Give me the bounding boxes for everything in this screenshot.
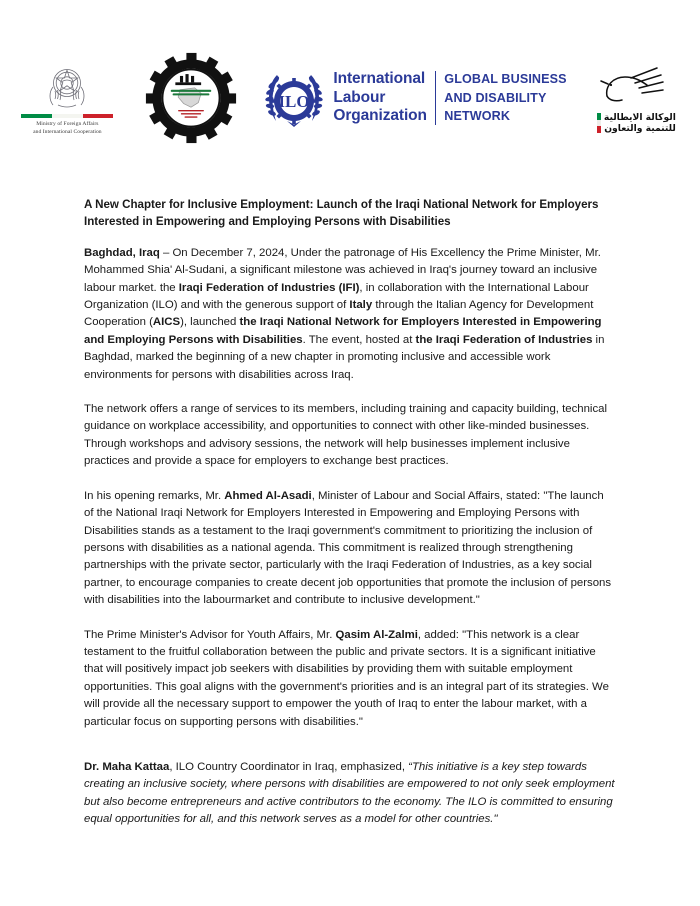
italian-flag-bar-vertical <box>597 113 601 133</box>
text-run: , added: "This network is a clear testament to the fruitful collaboration between the public and private sectors. It is a significant initiative that will positively impact job seekers with disabilities by providing them with suitable employment opportunities. This goal aligns with the government's priorities and is an integral part of its strategies. We will provide all the necessary support to empower the youth of Iraq to enter the labour market, with a particular focus on supporting persons with disabilities." <box>84 628 609 728</box>
paragraph-services <box>84 401 616 471</box>
text-run: – On December 7, 2024, Under the patronage of His Excellency the Prime Minister, Mr. Mohammed Shia' Al-Sudani, a significant milestone was achieved in Iraq's journey toward an inclusive labour market. the <box>84 246 601 294</box>
paragraph-advisor-quote <box>84 627 616 731</box>
italian-ministry-of-foreign-affairs-logo <box>15 60 119 136</box>
text-run: . The event, hosted at <box>302 333 416 346</box>
aics-arabic-line2: للتنمية والتعاون <box>604 123 676 134</box>
emphasis-strong: Iraqi Federation of Industries (IFI) <box>178 281 360 294</box>
emphasis-italic: “This initiative is a key step towards creating an inclusive society, where persons with disabilities are empowered to not only seek employment but also become entrepreneurs and active contributors to the economy. The ILO is committed to ensuring equal opportunities for all, and this network serves as a model for other countries." <box>84 760 615 826</box>
emphasis-strong: Baghdad, Iraq <box>84 246 160 259</box>
italian-republic-emblem-icon <box>44 60 90 110</box>
gear-emblem-icon <box>145 52 237 144</box>
aics-italian-agency-development-cooperation-logo <box>589 62 685 135</box>
mfa-caption <box>33 121 102 136</box>
paragraph-ilo-coordinator-quote <box>84 759 616 829</box>
text-run: The Prime Minister's Advisor for Youth Affairs, Mr. <box>84 628 336 641</box>
emphasis-strong: Qasim Al-Zalmi <box>335 628 418 641</box>
ilo-word-line2: Labour <box>333 88 386 106</box>
gbdn-word-line1: GLOBAL BUSINESS <box>444 72 567 87</box>
emphasis-strong: the Iraqi Federation of Industries <box>415 333 593 346</box>
international-labour-organization-logo <box>263 65 325 131</box>
italian-flag-bar <box>21 114 113 118</box>
ilo-word-line3: Organization <box>333 107 427 125</box>
text-run: , Minister of Labour and Social Affairs, stated: "The launch of the National Iraqi Network for Employers Interested in Empowering and Employing Persons with Disabilities stands as a testament to the Iraqi government's commitment to prioritizing the inclusion of persons with disabilities as a national agenda. This commitment is realized through strengthening partnerships with the private sector, particularly with the Iraqi Federation of Industries, as a key social partner, to encourage companies to create decent job opportunities that promote the inclusion of persons with disabilities into the labourmarket and contribute to inclusive development." <box>84 489 612 607</box>
emphasis-strong: Ahmed Al-Asadi <box>224 489 312 502</box>
aics-arabic-wordmark <box>597 112 675 135</box>
text-run: In his opening remarks, Mr. <box>84 489 225 502</box>
text-run: , ILO Country Coordinator in Iraq, emphasized, <box>169 760 409 773</box>
emphasis-strong: Italy <box>349 299 373 312</box>
page-title: A New Chapter for Inclusive Employment: Launch of the Iraqi National Network for Employers Interested in Empowering and Employing Persons with Disabilities <box>84 198 599 229</box>
gbdn-word-line3: NETWORK <box>444 109 511 124</box>
aics-arabic-line1: الوكالة الايطالية <box>603 111 676 123</box>
gbdn-wordmark <box>444 70 566 126</box>
emphasis-strong: AICS <box>152 316 181 329</box>
logo-header-band <box>0 48 700 148</box>
text-run: through the Italian Agency for Development Cooperation ( <box>84 299 594 329</box>
ilo-word-line1: International <box>333 70 426 88</box>
text-run: The network offers a range of services to its members, including training and capacity building, technical guidance on workplace accessibility, and opportunities to connect with other like-minded businesses. Through workshops and advisory sessions, the network will help businesses implement inclusive practices and provide a space for employers to exchange best practices. <box>84 403 607 468</box>
lockup-divider <box>435 71 436 125</box>
ilo-wordmark <box>333 70 427 126</box>
gbdn-word-line2: AND DISABILITY <box>444 90 547 105</box>
document-body <box>84 196 616 846</box>
paragraph-lede <box>84 245 616 384</box>
emphasis-strong: Dr. Maha Kattaa <box>84 760 170 773</box>
mfa-caption-line2: and International Cooperation <box>33 128 102 135</box>
iraqi-federation-of-industries-logo <box>141 52 241 144</box>
ilo-gbdn-lockup <box>263 65 566 131</box>
paragraph-minister-quote <box>84 488 616 610</box>
dove-icon <box>595 62 679 112</box>
text-run: in Baghdad, marked the beginning of a new chapter in promoting inclusive and accessible work environments for persons with disabilities across Iraq. <box>84 333 605 381</box>
paragraph-list <box>84 245 616 829</box>
emphasis-strong: the Iraqi National Network for Employers Interested in Empowering and Employing Persons with Disabilities <box>84 316 602 346</box>
mfa-caption-line1: Ministry of Foreign Affairs <box>36 121 99 128</box>
text-run: , in collaboration with the International Labour Organization (ILO) and with the generous support of <box>84 281 589 312</box>
svg-text:ILO: ILO <box>278 92 310 111</box>
text-run: ), launched <box>180 316 240 329</box>
